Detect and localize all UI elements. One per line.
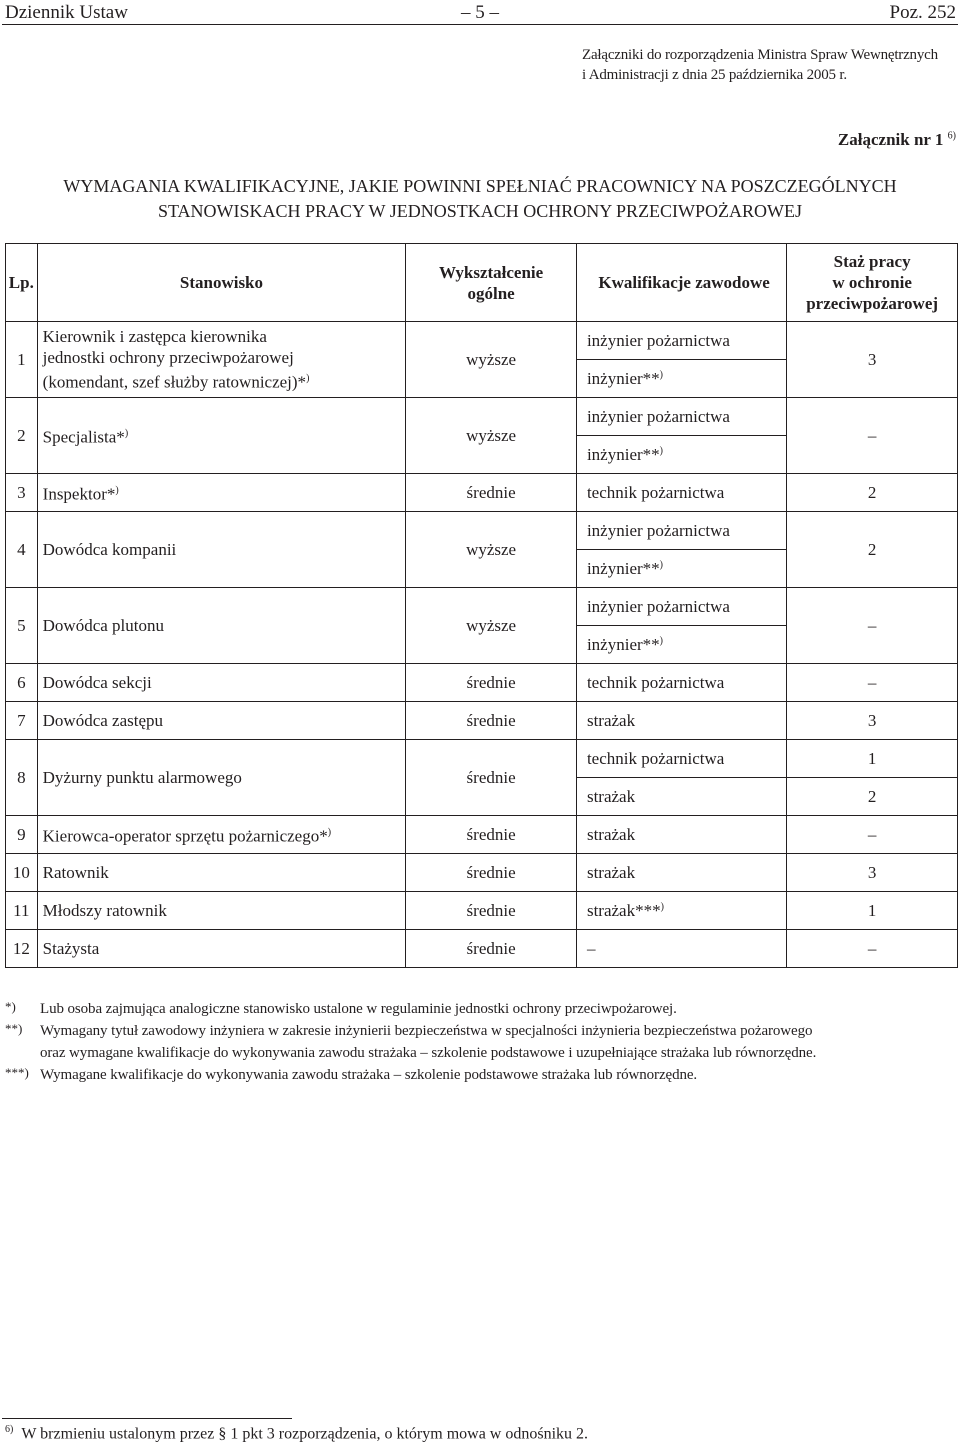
cell-lp: 2 [6, 398, 38, 474]
cell-stanowisko: Dowódca zastępu [37, 702, 406, 740]
cell-kwalifikacje: inżynier pożarnictwa [576, 398, 786, 436]
footnote-text: oraz wymagane kwalifikacje do wykonywania zawodu strażaka – szkolenie podstawowe i uzupełniające strażaka lub równorzędne. [40, 1045, 817, 1061]
cell-kwalifikacje: inżynier**) [576, 360, 786, 398]
cell-kwalifikacje: inżynier**) [576, 436, 786, 474]
cell-staz: – [787, 816, 958, 854]
footnote-text: Lub osoba zajmująca analogiczne stanowisko ustalone w regulaminie jednostki ochrony przeciwpożarowej. [40, 1001, 677, 1017]
page-number: – 5 – [461, 2, 499, 23]
cell-staz: 3 [787, 322, 958, 398]
table-row [6, 322, 958, 360]
cell-lp: 7 [6, 702, 38, 740]
cell-kwalifikacje: technik pożarnictwa [576, 740, 786, 778]
header-kwalifikacje: Kwalifikacje zawodowe [576, 244, 786, 322]
cell-stanowisko: Ratownik [37, 854, 406, 892]
table-row [6, 702, 958, 740]
qualifications-table [5, 243, 958, 968]
table-row [6, 588, 958, 626]
bottom-footnote: $^{6)}$ W brzmieniu ustalonym przez § 1 pkt 3 rozporządzenia, o którym mowa w odnośniku 2. [5, 1424, 589, 1443]
document-title-line1: WYMAGANIA KWALIFIKACYJNE, JAKIE POWINNI SPEŁNIAĆ PRACOWNICY NA POSZCZEGÓLNYCH [63, 176, 897, 196]
cell-lp: 1 [6, 322, 38, 398]
table-row [6, 740, 958, 778]
cell-stanowisko: Inspektor*) [37, 474, 406, 512]
cell-stanowisko: Stażysta [37, 930, 406, 968]
footnote-divider [2, 1418, 292, 1419]
cell-kwalifikacje: – [576, 930, 786, 968]
cell-lp: 5 [6, 588, 38, 664]
cell-staz: – [787, 588, 958, 664]
position-number: Poz. 252 [889, 2, 956, 23]
cell-kwalifikacje: strażak [576, 702, 786, 740]
cell-lp: 12 [6, 930, 38, 968]
footnote-text: Wymagany tytuł zawodowy inżyniera w zakresie inżynierii bezpieczeństwa w specjalności inżynieria bezpieczeństwa pożarowego [40, 1023, 813, 1039]
cell-kwalifikacje: inżynier**) [576, 550, 786, 588]
header-staz: Staż pracy w ochronie przeciwpożarowej [787, 244, 958, 322]
cell-lp: 10 [6, 854, 38, 892]
cell-stanowisko: Dowódca sekcji [37, 664, 406, 702]
cell-lp: 11 [6, 892, 38, 930]
table-row [6, 512, 958, 550]
cell-kwalifikacje: inżynier pożarnictwa [576, 588, 786, 626]
cell-kwalifikacje: inżynier**) [576, 626, 786, 664]
table-row [6, 816, 958, 854]
cell-kwalifikacje: strażak [576, 816, 786, 854]
regulation-note-line1: Załączniki do rozporządzenia Ministra Spraw Wewnętrznych [582, 47, 938, 63]
cell-wyksztalcenie: wyższe [406, 512, 577, 588]
header-divider [2, 24, 958, 25]
cell-wyksztalcenie: średnie [406, 702, 577, 740]
cell-wyksztalcenie: średnie [406, 930, 577, 968]
cell-stanowisko: Kierownik i zastępca kierownika jednostki ochrony przeciwpożarowej (komendant, szef służby ratowniczej)*) [37, 322, 406, 398]
cell-staz: – [787, 664, 958, 702]
cell-stanowisko: Dowódca plutonu [37, 588, 406, 664]
cell-stanowisko: Kierowca-operator sprzętu pożarniczego*) [37, 816, 406, 854]
cell-wyksztalcenie: wyższe [406, 398, 577, 474]
table-row [6, 854, 958, 892]
cell-staz: – [787, 398, 958, 474]
cell-kwalifikacje: strażak [576, 854, 786, 892]
cell-kwalifikacje: inżynier pożarnictwa [576, 322, 786, 360]
cell-lp: 4 [6, 512, 38, 588]
cell-stanowisko: Dyżurny punktu alarmowego [37, 740, 406, 816]
cell-wyksztalcenie: średnie [406, 664, 577, 702]
cell-staz: 3 [787, 854, 958, 892]
cell-kwalifikacje: strażak [576, 778, 786, 816]
journal-name: Dziennik Ustaw [5, 2, 128, 23]
header-lp: Lp. [6, 244, 38, 322]
table-row [6, 398, 958, 436]
cell-stanowisko: Specjalista*) [37, 398, 406, 474]
cell-staz: 1 [787, 740, 958, 778]
cell-kwalifikacje: inżynier pożarnictwa [576, 512, 786, 550]
cell-lp: 8 [6, 740, 38, 816]
table-row [6, 930, 958, 968]
cell-wyksztalcenie: średnie [406, 474, 577, 512]
table-header-row [6, 244, 958, 322]
cell-lp: 3 [6, 474, 38, 512]
cell-lp: 6 [6, 664, 38, 702]
footnote-mark: **) [5, 1021, 23, 1036]
cell-staz: 2 [787, 512, 958, 588]
footnote-mark: *) [5, 999, 16, 1014]
header-stanowisko: Stanowisko [37, 244, 406, 322]
page-header [0, 0, 960, 25]
header-wyksztalcenie: Wykształcenie ogólne [406, 244, 577, 322]
cell-staz: 2 [787, 474, 958, 512]
regulation-note-line2: i Administracji z dnia 25 października 2005 r. [582, 67, 847, 83]
cell-staz: 2 [787, 778, 958, 816]
annex-label: Załącznik nr 1 $^{6)}$ [837, 130, 956, 149]
cell-wyksztalcenie: wyższe [406, 588, 577, 664]
footnote-mark: ***) [5, 1065, 29, 1080]
footnote-text: Wymagane kwalifikacje do wykonywania zawodu strażaka – szkolenie podstawowe strażaka lub równorzędne. [40, 1067, 698, 1083]
cell-kwalifikacje: technik pożarnictwa [576, 474, 786, 512]
table-row [6, 892, 958, 930]
cell-staz: 3 [787, 702, 958, 740]
cell-stanowisko: Młodszy ratownik [37, 892, 406, 930]
cell-kwalifikacje: strażak***) [576, 892, 786, 930]
cell-lp: 9 [6, 816, 38, 854]
cell-staz: 1 [787, 892, 958, 930]
cell-wyksztalcenie: średnie [406, 854, 577, 892]
cell-kwalifikacje: technik pożarnictwa [576, 664, 786, 702]
cell-stanowisko: Dowódca kompanii [37, 512, 406, 588]
cell-wyksztalcenie: średnie [406, 892, 577, 930]
cell-wyksztalcenie: średnie [406, 816, 577, 854]
cell-staz: – [787, 930, 958, 968]
cell-wyksztalcenie: wyższe [406, 322, 577, 398]
annex-footnote-ref: 6) [947, 130, 956, 142]
document-title-line2: STANOWISKACH PRACY W JEDNOSTKACH OCHRONY PRZECIWPOŻAROWEJ [157, 201, 803, 221]
table-row [6, 474, 958, 512]
table-row [6, 664, 958, 702]
cell-wyksztalcenie: średnie [406, 740, 577, 816]
